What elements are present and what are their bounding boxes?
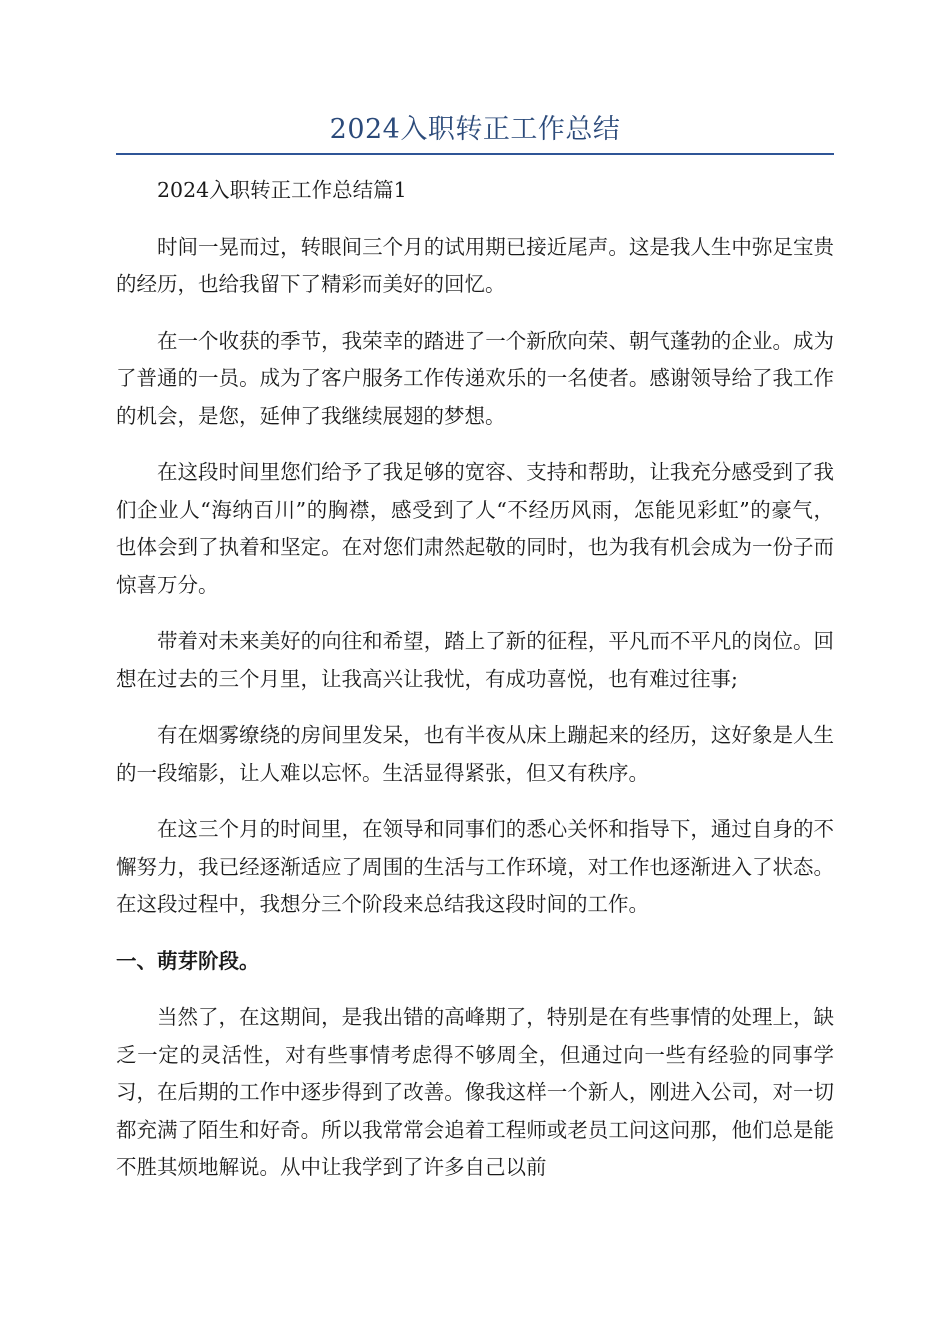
body-paragraph: 在这段时间里您们给予了我足够的宽容、支持和帮助，让我充分感受到了我们企业人“海纳百川”的胸襟，感受到了人“不经历风雨，怎能见彩虹”的豪气，也体会到了执着和坚定。在对您们肃然起敬的同时，也为我有机会成为一份子而惊喜万分。 [116,460,834,597]
body-paragraph: 有在烟雾缭绕的房间里发呆，也有半夜从床上蹦起来的经历，这好象是人生的一段缩影，让人难以忘怀。生活显得紧张，但又有秩序。 [116,723,834,785]
section-heading: 一、萌芽阶段。 [116,948,260,973]
body-paragraph: 当然了，在这期间，是我出错的高峰期了，特别是在有些事情的处理上，缺乏一定的灵活性，对有些事情考虑得不够周全，但通过向一些有经验的同事学习，在后期的工作中逐步得到了改善。像我这样一个新人，刚进入公司，对一切都充满了陌生和好奇。所以我常常会追着工程师或老员工问这问那，他们总是能不胜其烦地解说。从中让我学到了许多自己以前 [116,1005,834,1179]
title-underline [116,153,834,155]
body-paragraph: 时间一晃而过，转眼间三个月的试用期已接近尾声。这是我人生中弥足宝贵的经历，也给我留下了精彩而美好的回忆。 [116,234,834,296]
body-paragraph: 带着对未来美好的向往和希望，踏上了新的征程，平凡而不平凡的岗位。回想在过去的三个月里，让我高兴让我忧，有成功喜悦，也有难过往事; [116,629,834,691]
body-paragraph: 在这三个月的时间里，在领导和同事们的悉心关怀和指导下，通过自身的不懈努力，我已经逐渐适应了周围的生活与工作环境，对工作也逐渐进入了状态。在这段过程中，我想分三个阶段来总结我这段时间的工作。 [116,817,834,916]
document-body [116,172,834,1187]
body-paragraph: 在一个收获的季节，我荣幸的踏进了一个新欣向荣、朝气蓬勃的企业。成为了普通的一员。成为了客户服务工作传递欢乐的一名使者。感谢领导给了我工作的机会，是您，延伸了我继续展翅的梦想。 [116,328,834,428]
document-title: 2024入职转正工作总结 [329,114,621,145]
section-subtitle: 2024入职转正工作总结篇1 [157,178,407,202]
